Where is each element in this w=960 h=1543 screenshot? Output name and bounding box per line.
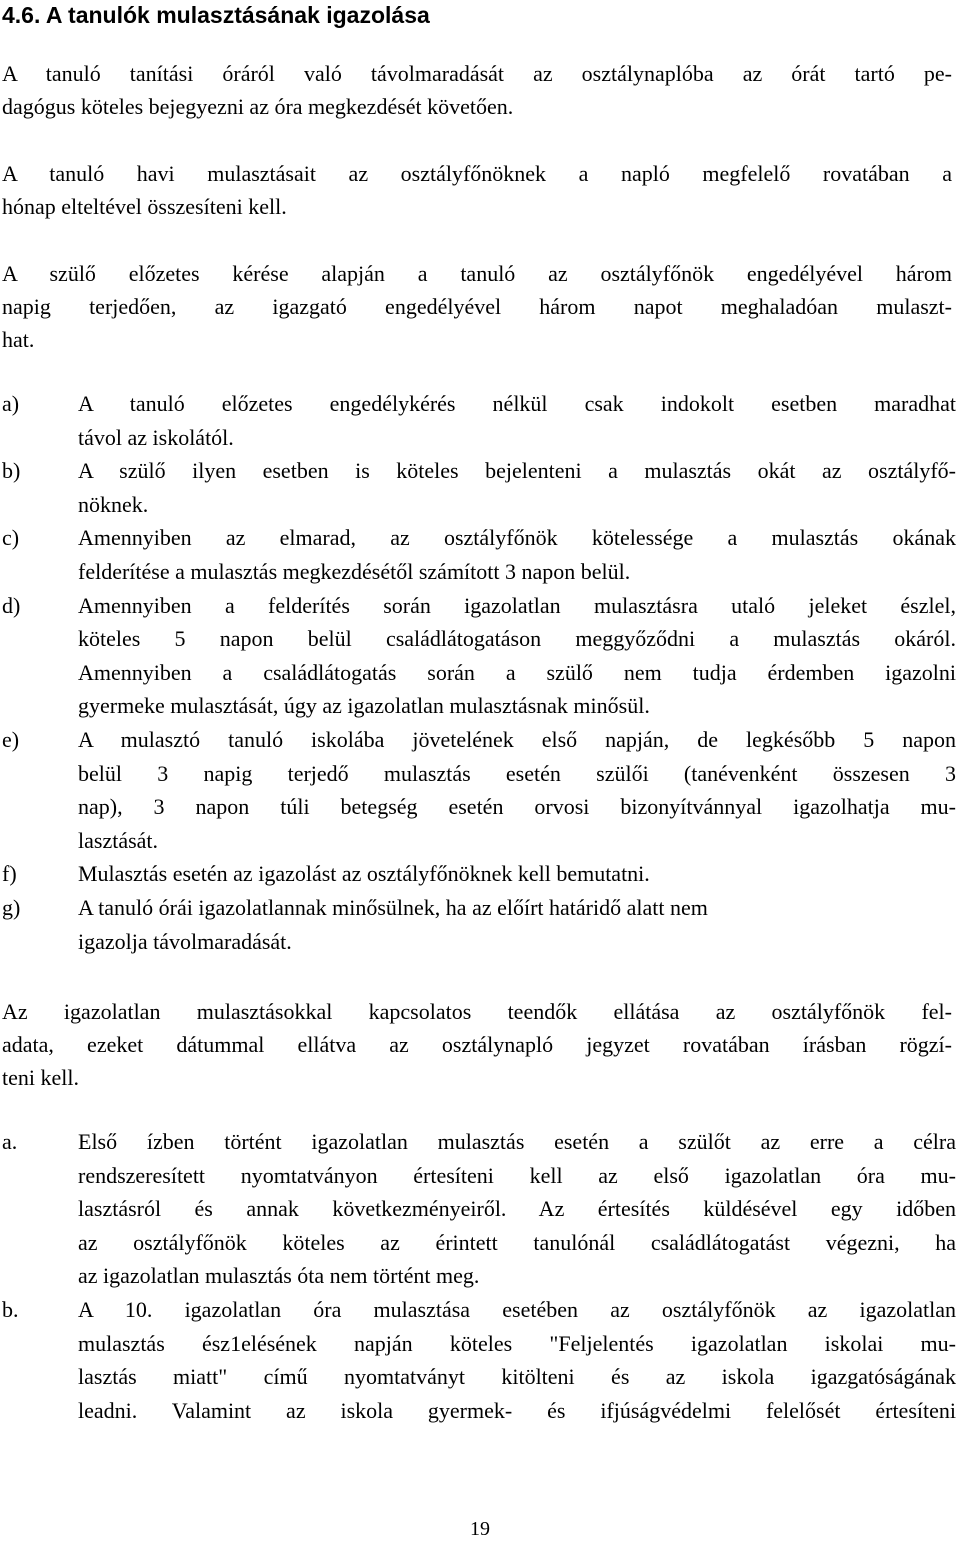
text-line: nöknek. <box>78 491 149 517</box>
text-line: lasztását. <box>78 827 159 853</box>
text-line: leadni. Valamint az iskola gyermek- és ifjúságvédelmi felelősét értesíteni <box>78 1397 956 1423</box>
text-line: rendszeresített nyomtatványon értesíteni kell az első igazolatlan óra mu- <box>78 1162 956 1188</box>
text-line: A tanuló tanítási óráról való távolmaradását az osztálynaplóba az órát tartó pe- <box>2 61 952 86</box>
text-line: felderítése a mulasztás megkezdésétől számított 3 napon belül. <box>78 558 631 584</box>
text-line: A 10. igazolatlan óra mulasztása esetében az osztályfőnök az igazolatlan <box>78 1296 956 1322</box>
text-line: hónap elteltével összesíteni kell. <box>2 194 287 219</box>
list-marker: b) <box>2 458 21 484</box>
list-item-g <box>2 891 956 958</box>
text-line: A szülő előzetes kérése alapján a tanuló az osztályfőnök engedélyével három <box>2 261 952 286</box>
text-line: köteles 5 napon belül családlátogatáson meggyőződni a mulasztás okáról. <box>78 626 956 652</box>
text-line: belül 3 napig terjedő mulasztás esetén szülői (tanévenként összesen 3 <box>78 760 956 786</box>
list-permissions <box>2 387 956 958</box>
list-item-e <box>2 723 956 857</box>
list-item-b <box>2 454 956 521</box>
text-line: Amennyiben a felderítés során igazolatlan mulasztásra utaló jeleket észlel, <box>78 592 956 618</box>
list-marker: d) <box>2 592 21 618</box>
text-line: lasztásról és annak következményeiről. Az értesítés küldésével egy időben <box>78 1196 956 1222</box>
text-line: adata, ezeket dátummal ellátva az osztálynapló jegyzet rovatában írásban rögzí- <box>2 1032 952 1057</box>
list-item-b <box>2 1293 956 1427</box>
list-item-f <box>2 857 956 891</box>
list-marker: g) <box>2 894 21 920</box>
text-line: igazolja távolmaradását. <box>78 928 292 954</box>
text-line: hat. <box>2 327 35 352</box>
list-item-c <box>2 521 956 588</box>
text-line: A tanuló előzetes engedélykérés nélkül csak indokolt esetben maradhat <box>78 391 956 416</box>
text-line: az osztályfőnök köteles az érintett tanulónál családlátogatást végezni, ha <box>78 1229 956 1255</box>
text-line: napig terjedően, az igazgató engedélyével három napot meghaladóan mulaszt- <box>2 294 952 319</box>
text-line: A szülő ilyen esetben is köteles bejelenteni a mulasztás okát az osztályfő- <box>78 458 956 484</box>
text-line: távol az iskolától. <box>78 424 234 450</box>
list-item-d <box>2 589 956 723</box>
text-line: Első ízben történt igazolatlan mulasztás esetén a szülőt az erre a célra <box>78 1129 956 1154</box>
paragraph-4 <box>2 995 952 1094</box>
text-line: mulasztás ész1elésének napján köteles "Feljelentés igazolatlan iskolai mu- <box>78 1330 956 1356</box>
paragraph-3 <box>2 257 952 356</box>
text-line: dagógus köteles bejegyezni az óra megkezdését követően. <box>2 94 514 119</box>
paragraph-1 <box>2 57 952 123</box>
list-marker: a. <box>2 1129 18 1154</box>
list-marker: a) <box>2 391 20 416</box>
list-item-a <box>2 1125 956 1293</box>
section-heading: 4.6. A tanulók mulasztásának igazolása <box>2 2 430 28</box>
text-line: Mulasztás esetén az igazolást az osztályfőnöknek kell bemutatni. <box>78 861 650 887</box>
text-line: nap), 3 napon túli betegség esetén orvosi bizonyítvánnyal igazolhatja mu- <box>78 794 956 820</box>
list-marker: b. <box>2 1296 19 1322</box>
list-unexcused-steps <box>2 1125 956 1427</box>
text-line: Az igazolatlan mulasztásokkal kapcsolatos teendők ellátása az osztályfőnök fel- <box>2 999 952 1024</box>
list-marker: c) <box>2 525 20 551</box>
text-line: az igazolatlan mulasztás óta nem történt meg. <box>78 1263 480 1289</box>
page-number: 19 <box>470 1518 490 1540</box>
text-line: A tanuló órái igazolatlannak minősülnek, ha az előírt határidő alatt nem <box>78 894 708 920</box>
text-line: Amennyiben az elmarad, az osztályfőnök kötelessége a mulasztás okának <box>78 525 956 551</box>
text-line: Amennyiben a családlátogatás során a szülő nem tudja érdemben igazolni <box>78 659 956 685</box>
text-line: A tanuló havi mulasztásait az osztályfőnöknek a napló megfelelő rovatában a <box>2 161 952 186</box>
text-line: A mulasztó tanuló iskolába jövetelének első napján, de legkésőbb 5 napon <box>78 726 956 752</box>
text-line: teni kell. <box>2 1065 79 1090</box>
list-item-a <box>2 387 956 454</box>
list-marker: e) <box>2 726 20 752</box>
list-marker: f) <box>2 861 17 887</box>
paragraph-2 <box>2 157 952 223</box>
text-line: lasztás miatt" című nyomtatványt kitölteni és az iskola igazgatóságának <box>78 1364 956 1390</box>
text-line: gyermeke mulasztását, úgy az igazolatlan mulasztásnak minősül. <box>78 693 650 719</box>
